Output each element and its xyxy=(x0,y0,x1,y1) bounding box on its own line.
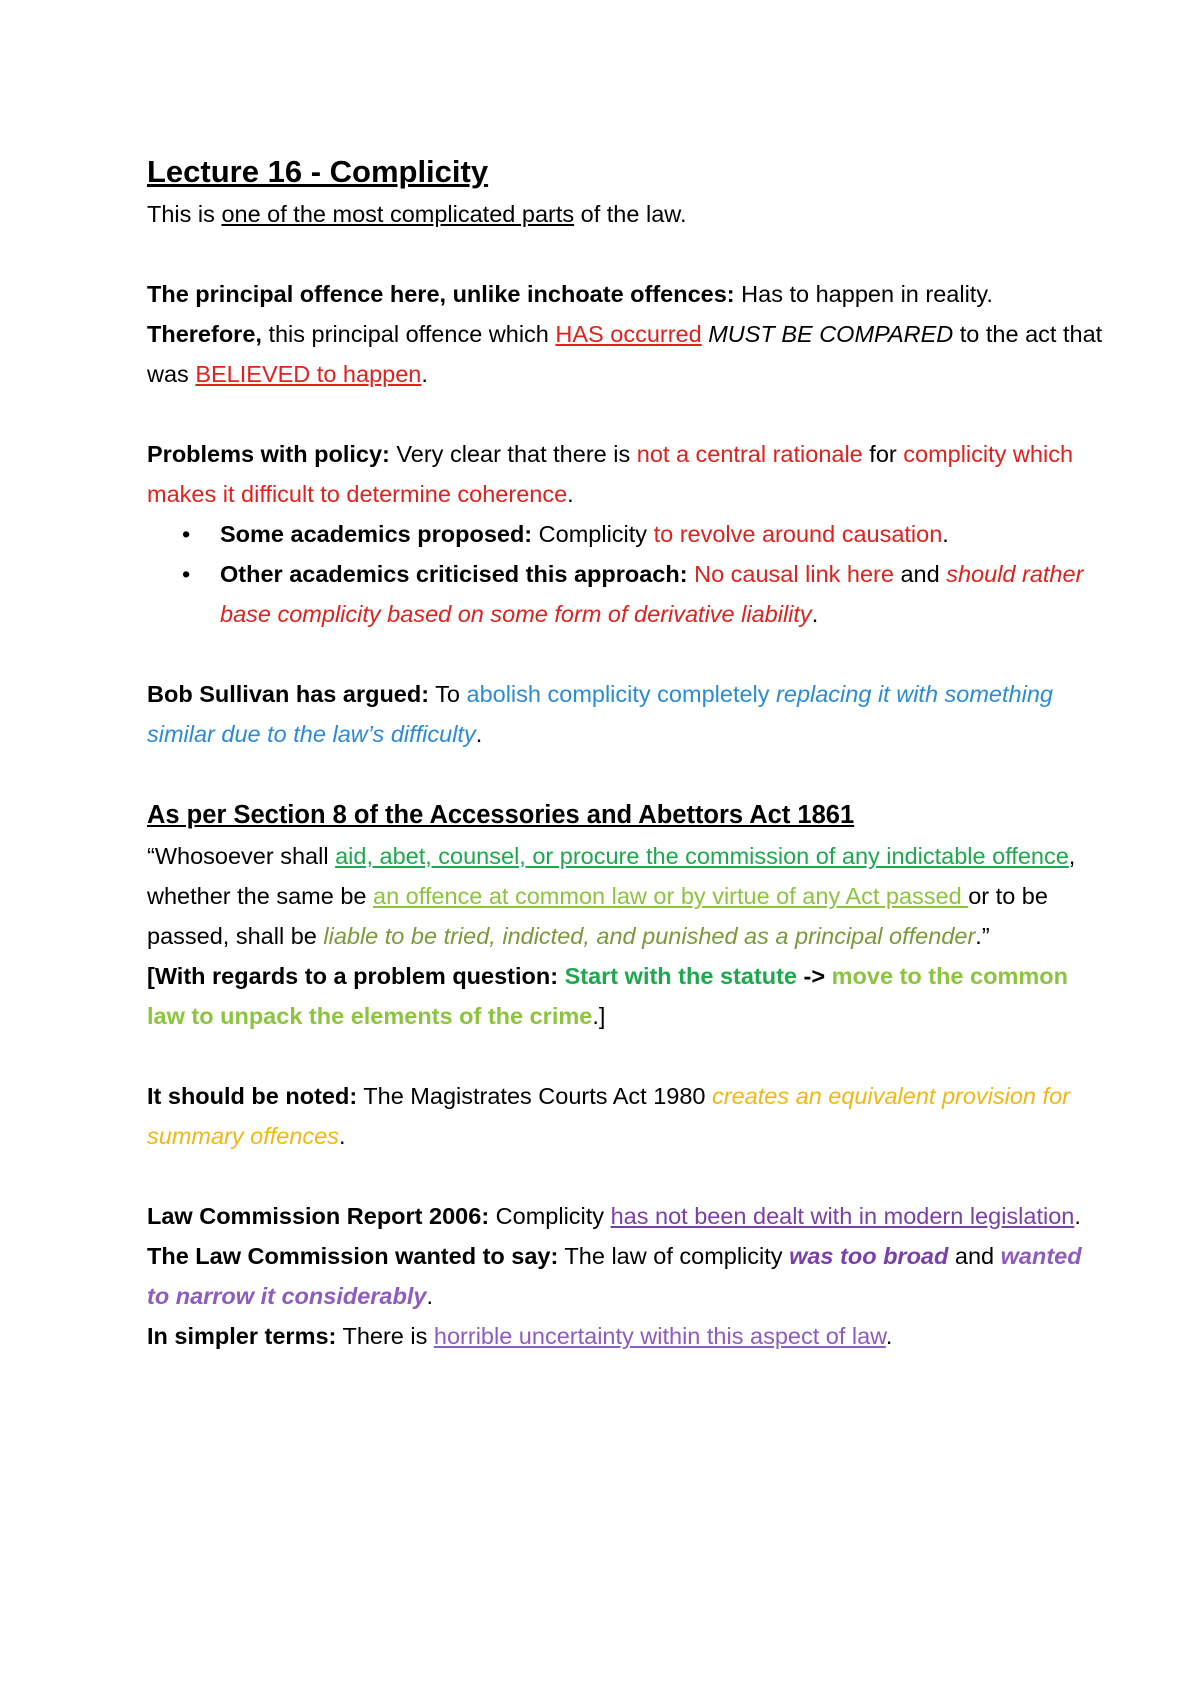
bullet-red-italic: should rather base complicity based on some form of derivative liability xyxy=(220,561,1084,627)
intro-text-1: This is xyxy=(147,201,222,227)
principal-label: The principal offence here, unlike inchoate offences: xyxy=(147,281,735,307)
document-body xyxy=(147,150,1107,1356)
policy-paragraph xyxy=(147,434,1107,514)
wanted-text-5: . xyxy=(426,1283,433,1309)
academics-list xyxy=(147,514,1107,634)
spacer xyxy=(147,634,1107,674)
spacer xyxy=(147,1156,1107,1196)
simpler-label: In simpler terms: xyxy=(147,1323,337,1349)
spacer xyxy=(147,394,1107,434)
policy-text-3: for xyxy=(862,441,904,467)
simpler-paragraph xyxy=(147,1316,1107,1356)
must-be-compared: MUST BE COMPARED xyxy=(708,321,954,347)
problem-question-note xyxy=(147,956,1107,1036)
horrible-uncertainty: horrible uncertainty within this aspect of law xyxy=(433,1323,886,1349)
spacer xyxy=(147,754,1107,794)
sullivan-text-5: . xyxy=(475,721,483,747)
sullivan-blue-italic: replacing it with something similar due to the law’s difficulty xyxy=(147,681,1053,747)
policy-text-5: . xyxy=(567,481,574,507)
wanted-text-1: The law of complicity xyxy=(558,1243,790,1269)
note-green: Start with the statute xyxy=(564,963,798,989)
noted-gold-italic: creates an equivalent provision for summary offences xyxy=(147,1083,1070,1149)
note-text-3: -> xyxy=(797,963,832,989)
therefore-text-5: to the act that was xyxy=(147,321,1103,387)
spacer xyxy=(147,1036,1107,1076)
quote-olive-italic: liable to be tried, indicted, and punished as a principal offender xyxy=(323,923,976,949)
list-item xyxy=(147,514,1107,554)
bullet-label: Other academics criticised this approach: xyxy=(220,561,688,587)
list-item xyxy=(147,554,1107,634)
quote-green-underlined: aid, abet, counsel, or procure the commission of any indictable offence xyxy=(335,843,1069,869)
spacer xyxy=(147,234,1107,274)
wanted-text-3: and xyxy=(948,1243,1001,1269)
principal-paragraph xyxy=(147,274,1107,314)
too-broad: was too broad xyxy=(789,1243,949,1269)
note-lightgreen: move to the common law to unpack the elements of the crime xyxy=(147,963,1068,1029)
therefore-text-7: . xyxy=(421,361,428,387)
bullet-icon: • xyxy=(182,561,191,587)
noted-text-1: The Magistrates Courts Act 1980 xyxy=(357,1083,713,1109)
bullet-text-3: and xyxy=(893,561,947,587)
bullet-text-3: . xyxy=(942,521,949,547)
lawcomm-label: Law Commission Report 2006: xyxy=(147,1203,490,1229)
sullivan-blue: abolish complicity completely xyxy=(466,681,770,707)
therefore-paragraph xyxy=(147,314,1107,394)
sullivan-paragraph xyxy=(147,674,1107,754)
bullet-red: No causal link here xyxy=(694,561,894,587)
noted-label: It should be noted: xyxy=(147,1083,358,1109)
quote-text-1: “Whosoever shall xyxy=(147,843,336,869)
quote-text-5: or to be passed, shall be xyxy=(147,883,1048,949)
believed-to-happen: BELIEVED to happen xyxy=(195,361,422,387)
simpler-text-1: There is xyxy=(336,1323,434,1349)
principal-text: Has to happen in reality. xyxy=(734,281,993,307)
narrow-considerably: wanted to narrow it considerably xyxy=(147,1243,1082,1309)
has-occurred: HAS occurred xyxy=(555,321,702,347)
bullet-icon: • xyxy=(182,521,191,547)
lawcomm-paragraph xyxy=(147,1196,1107,1236)
lawcomm-text-1: Complicity xyxy=(489,1203,611,1229)
policy-text-1: Very clear that there is xyxy=(389,441,637,467)
bullet-red: to revolve around causation xyxy=(653,521,943,547)
intro-underlined: one of the most complicated parts xyxy=(221,201,575,227)
quote-text-7: .” xyxy=(975,923,990,949)
quote-lightgreen-underlined: an offence at common law or by virtue of any Act passed xyxy=(373,883,969,909)
note-text-1: [With regards to a problem question: xyxy=(147,963,565,989)
wanted-paragraph xyxy=(147,1236,1107,1316)
page-title: Lecture 16 - Complicity xyxy=(147,154,489,189)
therefore-label: Therefore, xyxy=(147,321,262,347)
quote-text-3: , whether the same be xyxy=(147,843,1076,909)
bullet-text-5: . xyxy=(811,601,819,627)
lawcomm-text-3: . xyxy=(1074,1203,1081,1229)
sullivan-label: Bob Sullivan has argued: xyxy=(147,681,430,707)
section-8-heading: As per Section 8 of the Accessories and Abettors Act 1861 xyxy=(147,801,855,829)
policy-label: Problems with policy: xyxy=(147,441,390,467)
therefore-text-1: this principal offence which xyxy=(261,321,556,347)
noted-paragraph xyxy=(147,1076,1107,1156)
policy-red-2: complicity which makes it difficult to determine coherence xyxy=(147,441,1074,507)
section-8-quote xyxy=(147,836,1107,956)
policy-red-1: not a central rationale xyxy=(636,441,863,467)
bullet-text-1: Complicity xyxy=(532,521,654,547)
intro-text-3: of the law. xyxy=(574,201,687,227)
wanted-label: The Law Commission wanted to say: xyxy=(147,1243,559,1269)
noted-text-3: . xyxy=(338,1123,346,1149)
note-text-5: .] xyxy=(592,1003,606,1029)
bullet-label: Some academics proposed: xyxy=(220,521,533,547)
sullivan-text-1: To xyxy=(429,681,467,707)
intro-paragraph xyxy=(147,194,1107,234)
lawcomm-purple-underlined: has not been dealt with in modern legislation xyxy=(610,1203,1075,1229)
simpler-text-3: . xyxy=(885,1323,893,1349)
